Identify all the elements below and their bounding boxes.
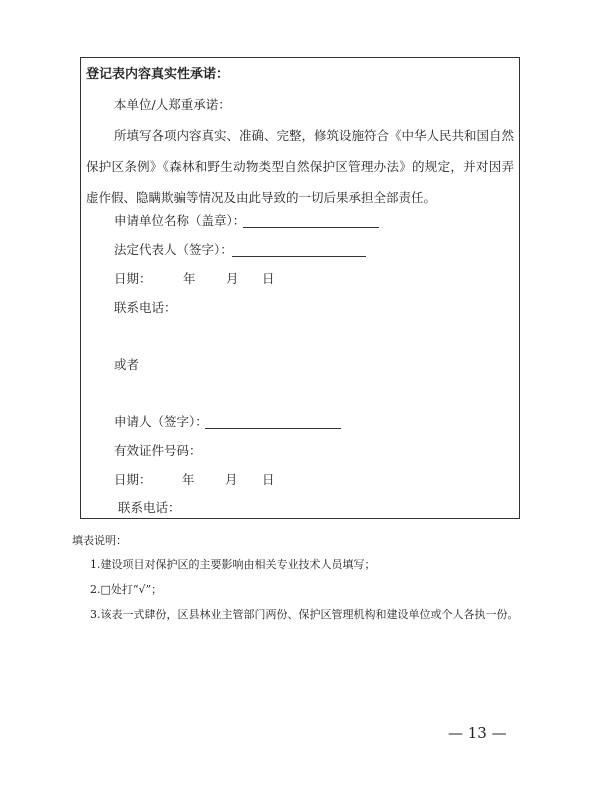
- notes-item-2: 2.□处打“√”；: [90, 583, 163, 596]
- notes-item-3: 3.该表一式肆份，区县林业主管部门两份、保护区管理机构和建设单位或个人各执一份。: [90, 608, 519, 621]
- phone-label: 联系电话：: [114, 300, 177, 315]
- commitment-salutation: 本单位/人郑重承诺：: [114, 97, 231, 112]
- date-year-label-2: 年: [182, 472, 195, 487]
- phone-label-2: 联系电话：: [118, 500, 181, 515]
- commitment-body: 所填写各项内容真实、准确、完整，修筑设施符合《中华人民共和国自然保护区条例》《森林和野生动物类型自然保护区管理办法》的规定，并对因弄虚作假、隐瞒欺骗等情况及由此导致的一切后果承担全部责任。: [86, 128, 515, 205]
- notes-item-1: 1.建设项目对保护区的主要影响由相关专业技术人员填写；: [90, 558, 376, 571]
- or-label: 或者: [114, 357, 140, 372]
- page-number: — 13 —: [448, 724, 507, 742]
- legal-rep-signature-line[interactable]: [232, 256, 366, 257]
- date-year-label: 年: [183, 271, 196, 286]
- notes-heading: 填表说明：: [72, 534, 127, 547]
- unit-name-signature-line[interactable]: [243, 227, 379, 228]
- applicant-signature-line[interactable]: [205, 428, 341, 429]
- date-label-2: 日期：: [114, 472, 152, 487]
- unit-name-label: 申请单位名称（盖章）：: [114, 213, 246, 228]
- date-day-label-2: 日: [262, 472, 275, 487]
- legal-rep-label: 法定代表人（签字）：: [114, 242, 233, 257]
- date-label: 日期：: [114, 271, 152, 286]
- date-month-label: 月: [226, 271, 239, 286]
- applicant-label: 申请人（签字）：: [114, 414, 208, 429]
- date-day-label: 日: [262, 271, 275, 286]
- id-number-label: 有效证件号码：: [114, 443, 202, 458]
- commitment-title: 登记表内容真实性承诺：: [86, 67, 230, 82]
- date-month-label-2: 月: [225, 472, 238, 487]
